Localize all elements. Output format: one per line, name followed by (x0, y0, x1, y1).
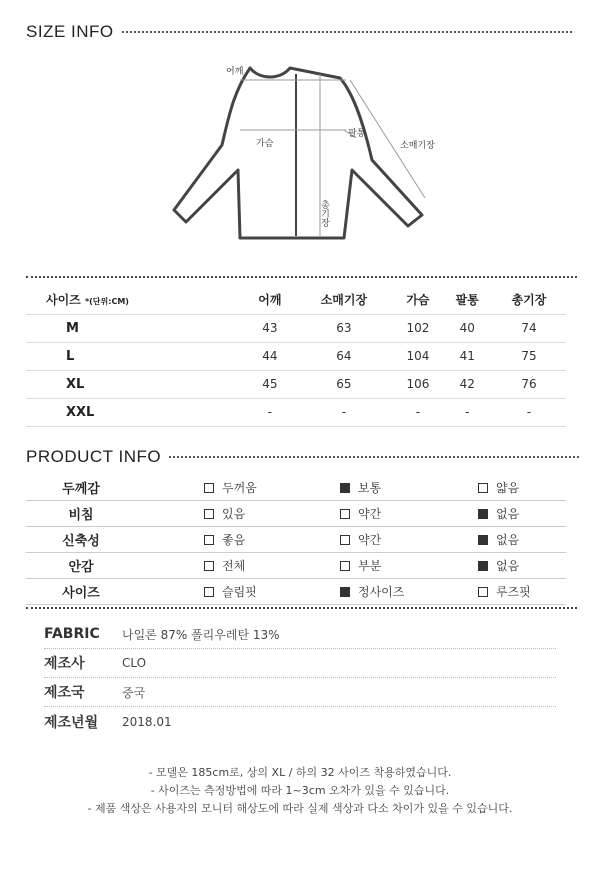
option-label: 정사이즈 (358, 585, 405, 599)
fabric-info (44, 620, 556, 736)
row-size: XL (26, 370, 245, 398)
checkbox (340, 535, 350, 545)
size-table-header (26, 286, 566, 314)
size-info-title: SIZE INFO (26, 22, 114, 41)
fabric-value: 2018.01 (122, 714, 172, 729)
fabric-row (44, 678, 556, 707)
cell: 45 (245, 370, 294, 398)
fabric-value: CLO (122, 656, 147, 670)
checkbox (204, 587, 214, 597)
checkbox (340, 561, 350, 571)
fabric-row (44, 620, 556, 649)
heading-divider (122, 31, 572, 33)
garment-diagram (160, 50, 450, 250)
cell: - (393, 398, 442, 426)
option (204, 583, 257, 600)
fabric-key: 제조사 (44, 656, 85, 672)
fabric-row (44, 649, 556, 678)
option-label: 부분 (358, 559, 382, 573)
cell: 41 (443, 342, 492, 370)
note-line: - 제품 색상은 사용자의 모니터 해상도에 따라 실제 색상과 다소 차이가 있을 수 있습니다. (87, 802, 513, 815)
cell: 40 (443, 314, 492, 342)
fabric-value: 중국 (122, 685, 146, 700)
checkbox (340, 509, 350, 519)
cell: 104 (393, 342, 442, 370)
option (204, 479, 257, 496)
option-label: 약간 (358, 507, 382, 521)
cell: 63 (295, 314, 394, 342)
fabric-key: 제조년월 (44, 714, 99, 731)
cell: - (443, 398, 492, 426)
checkbox-checked (340, 483, 350, 493)
label-sleeve: 소매기장 (400, 141, 435, 151)
option (204, 531, 245, 548)
row-label: 비침 (68, 508, 94, 523)
checkbox-checked (478, 561, 488, 571)
fabric-key: 제조국 (44, 685, 85, 701)
table-row (26, 342, 566, 370)
cell: 74 (492, 314, 566, 342)
label-chest: 가슴 (256, 139, 274, 149)
cell: 64 (295, 342, 394, 370)
col-shoulder: 어깨 (245, 286, 294, 314)
cell: 102 (393, 314, 442, 342)
size-table (26, 286, 566, 427)
cell: - (245, 398, 294, 426)
table-row (26, 398, 566, 426)
label-length: 총기장 (319, 200, 329, 227)
section-divider (26, 607, 577, 609)
option-label: 약간 (358, 533, 382, 547)
label-shoulder: 어깨 (226, 67, 244, 77)
col-sleeve: 소매기장 (295, 286, 394, 314)
cell: 42 (443, 370, 492, 398)
row-label: 두께감 (62, 482, 100, 497)
option (204, 505, 245, 522)
cell: 44 (245, 342, 294, 370)
option-label: 루즈핏 (496, 585, 531, 599)
cell: - (295, 398, 394, 426)
checkbox-checked (340, 587, 350, 597)
heading-divider (169, 456, 579, 458)
checkbox-checked (478, 509, 488, 519)
col-arm: 팔통 (443, 286, 492, 314)
option-label: 슬림핏 (222, 585, 257, 599)
option (340, 557, 381, 574)
option-label: 보통 (358, 481, 382, 495)
option (478, 557, 519, 574)
checkbox (478, 587, 488, 597)
checkbox (478, 483, 488, 493)
option (340, 583, 404, 600)
size-header-label: 사이즈 (46, 293, 81, 308)
product-info-heading (26, 447, 579, 467)
cell: 106 (393, 370, 442, 398)
option-label: 없음 (496, 507, 520, 521)
product-info-row (26, 475, 566, 501)
option (204, 557, 245, 574)
row-label: 신축성 (62, 534, 100, 549)
fabric-value: 나일론 87% 폴리우레탄 13% (122, 627, 280, 642)
col-length: 총기장 (492, 286, 566, 314)
cell: 75 (492, 342, 566, 370)
option-label: 없음 (496, 559, 520, 573)
checkbox (204, 535, 214, 545)
option-label: 얇음 (496, 481, 520, 495)
product-info-row (26, 527, 566, 553)
option (340, 505, 381, 522)
size-header-cell (26, 286, 245, 314)
table-row (26, 370, 566, 398)
notes (0, 764, 600, 818)
checkbox (204, 483, 214, 493)
option (340, 479, 381, 496)
option-label: 없음 (496, 533, 520, 547)
table-row (26, 314, 566, 342)
option (478, 505, 519, 522)
option-label: 두꺼움 (222, 481, 257, 495)
product-info-row (26, 553, 566, 579)
option (340, 531, 381, 548)
product-info-title: PRODUCT INFO (26, 447, 162, 466)
product-info-row (26, 579, 566, 605)
option-label: 있음 (222, 507, 246, 521)
checkbox-checked (478, 535, 488, 545)
section-divider (26, 276, 577, 278)
cell: - (492, 398, 566, 426)
row-label: 안감 (68, 560, 94, 575)
option (478, 479, 519, 496)
cell: 43 (245, 314, 294, 342)
row-size: XXL (26, 398, 245, 426)
option (478, 531, 519, 548)
note-line: - 모델은 185cm로, 상의 XL / 하의 32 사이즈 착용하였습니다. (148, 766, 452, 779)
option-label: 좋음 (222, 533, 246, 547)
col-chest: 가슴 (393, 286, 442, 314)
checkbox (204, 509, 214, 519)
cell: 65 (295, 370, 394, 398)
option (478, 583, 531, 600)
size-info-heading (26, 22, 572, 42)
unit-label: *(단위:CM) (84, 297, 129, 307)
row-label: 사이즈 (62, 586, 100, 601)
option-label: 전체 (222, 559, 246, 573)
product-info-table (26, 475, 566, 605)
row-size: L (26, 342, 245, 370)
product-info-row (26, 501, 566, 527)
fabric-key: FABRIC (44, 626, 100, 642)
label-arm: 팔통 (348, 129, 366, 139)
row-size: M (26, 314, 245, 342)
checkbox (204, 561, 214, 571)
cell: 76 (492, 370, 566, 398)
fabric-row (44, 707, 556, 736)
note-line: - 사이즈는 측정방법에 따라 1~3cm 오차가 있을 수 있습니다. (150, 784, 450, 797)
